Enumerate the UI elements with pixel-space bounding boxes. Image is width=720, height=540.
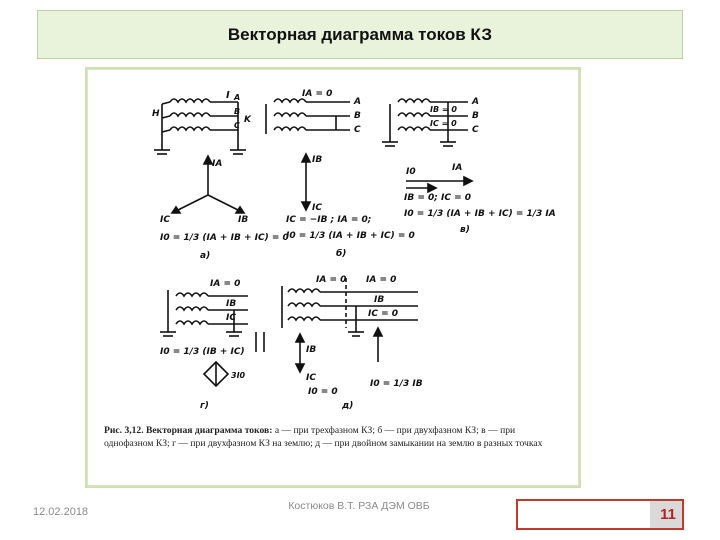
label-vec-b-tag: б) — [336, 249, 347, 259]
page-number: 11 — [660, 506, 676, 523]
figure-caption — [104, 425, 566, 450]
winding-d — [282, 278, 418, 372]
label-g-ic: IC — [226, 313, 236, 323]
vector-horizontal-c — [406, 177, 472, 192]
label-d-ib: IB — [374, 295, 385, 305]
label-a-ic-sub: C — [234, 121, 240, 130]
title-bar — [37, 10, 683, 59]
label-vec-b-ib: IB — [312, 155, 323, 165]
label-d-vib: IB — [306, 345, 317, 355]
footer-date: 12.02.2018 — [33, 506, 89, 518]
label-vec-c-tag: в) — [460, 225, 470, 235]
label-vec-c-i0: I0 — [406, 167, 416, 177]
label-d-ia0-b: IA = 0 — [366, 275, 397, 285]
label-vec-a-tag: a) — [200, 251, 211, 261]
label-a-h: H — [152, 109, 160, 119]
label-c-c: C — [472, 125, 479, 135]
vector-star-a — [172, 156, 244, 213]
label-a-k: K — [244, 115, 251, 125]
label-g-ib: IB — [226, 299, 237, 309]
label-g-eq: I0 = 1/3 (IB + IC) — [160, 347, 245, 357]
label-d-i0b: I0 = 1/3 IB — [370, 379, 423, 389]
label-a-ia: I — [226, 90, 230, 101]
label-vec-c-eq1: IB = 0; IC = 0 — [404, 193, 472, 203]
label-g-ia0: IA = 0 — [210, 279, 241, 289]
label-vec-a-eq: I0 = 1/3 (IA + IB + IC) = 0 — [160, 233, 289, 243]
label-c-b: B — [472, 111, 479, 121]
winding-b — [266, 99, 350, 134]
label-d-vic: IC — [306, 373, 316, 383]
label-b-c: C — [354, 125, 361, 135]
diagram-svg — [88, 70, 578, 485]
winding-g — [160, 290, 264, 352]
label-a-ib-sub: B — [234, 107, 241, 116]
caption-head: Рис. 3,12. Векторная диаграмма токов: — [104, 425, 273, 436]
label-d-ia0-a: IA = 0 — [316, 275, 347, 285]
label-c-ib0: IB = 0 — [430, 105, 457, 114]
vector-rhombus-g — [204, 362, 228, 386]
label-vec-ib: IB — [238, 215, 249, 225]
label-vec-b-ic: IC — [312, 203, 322, 213]
label-vec-c-ia: IA — [452, 163, 463, 173]
label-vec-c-eq2: I0 = 1/3 (IA + IB + IC) = 1/3 IA — [404, 209, 556, 219]
label-b-a: A — [354, 97, 361, 107]
label-b-ia0: IA = 0 — [302, 89, 333, 99]
label-d-tag: д) — [342, 401, 354, 411]
label-b-b: B — [354, 111, 361, 121]
label-c-a: A — [472, 97, 479, 107]
label-vec-b-eq2: I0 = 1/3 (IA + IB + IC) = 0 — [286, 231, 415, 241]
label-g-tag: г) — [200, 401, 209, 411]
vector-vertical-b — [302, 154, 310, 210]
slide-title: Векторная диаграмма токов КЗ — [227, 24, 493, 44]
label-vec-ia: IA — [212, 159, 223, 169]
winding-a — [154, 99, 246, 154]
label-g-3i0: 3I0 — [231, 371, 246, 380]
label-vec-ic: IC — [160, 215, 170, 225]
label-d-i00: I0 = 0 — [308, 387, 338, 397]
label-d-ic0: IC = 0 — [368, 309, 399, 319]
label-vec-b-eq1: IC = −IB ; IA = 0; — [286, 215, 372, 225]
vector-diagram-figure — [88, 70, 578, 485]
page-number-box — [516, 499, 684, 530]
label-a-ia-sub: A — [234, 93, 241, 102]
caption-body: а — при трехфазном КЗ; б — при двухфазном КЗ; в — при однофазном КЗ; г — при двухфазном КЗ на землю; д — при двойном замыкании на землю в разных точках — [104, 425, 543, 449]
label-c-ic0: IC = 0 — [430, 119, 457, 128]
footer-author: Костюков В.Т. РЗА ДЭМ ОВБ — [288, 500, 430, 512]
